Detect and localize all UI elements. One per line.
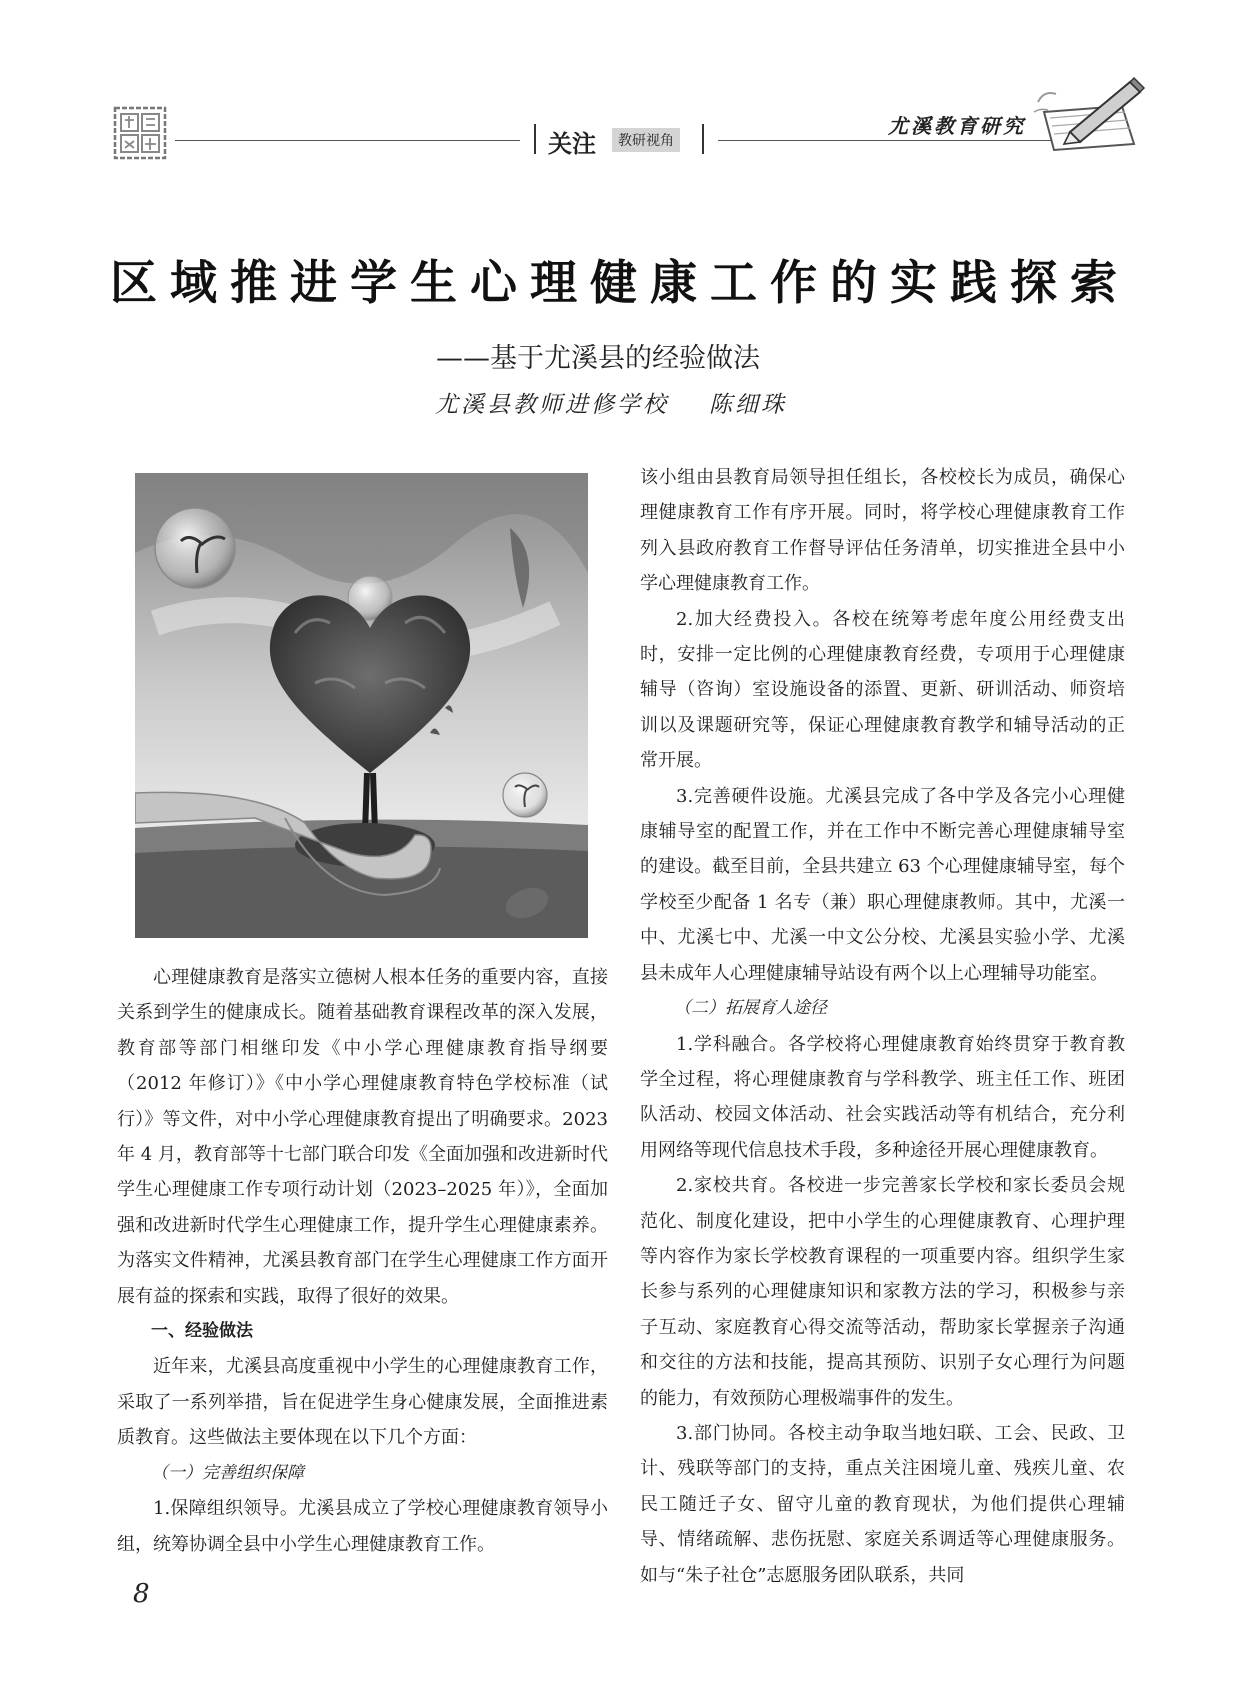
paragraph: 2.加大经费投入。各校在统筹考虑年度公用经费支出时，安排一定比例的心理健康教育经费，专项用于心理健康辅导（咨询）室设施设备的添置、更新、研训活动、师资培训以及课题研究等，保证心理健康教育教学和辅导活动的正常开展。 (640, 608, 1125, 772)
author-affiliation: 尤溪县教师进修学校 (435, 392, 669, 418)
author-name: 陈细珠 (709, 392, 787, 418)
seal-stamp-icon (113, 106, 167, 160)
paragraph: 心理健康教育是落实立德树人根本任务的重要内容，直接关系到学生的健康成长。随着基础教育课程改革的深入发展，教育部等部门相继印发《中小学心理健康教育指导纲要（2012 年修订）》《中小学心理健康教育特色学校标准（试行）》等文件，对中小学心理健康教育提出了明确要求。2023 年 4 月，教育部等十七部门联合印发《全面加强和改进新时代学生心理健康工作专项行动计划（2023–2025 年）》，全面加强和改进新时代学生心理健康工作，提升学生心理健康素养。为落实文件精神，尤溪县教育部门在学生心理健康工作方面开展有益的探索和实践，取得了很好的效果。 (117, 967, 608, 1307)
paragraph: 近年来，尤溪县高度重视中小学生的心理健康教育工作，采取了一系列举措，旨在促进学生身心健康发展，全面推进素质教育。这些做法主要体现在以下几个方面： (117, 1356, 608, 1449)
header-bar-right (702, 124, 704, 154)
header-bar-left (534, 124, 536, 154)
author-line (435, 386, 787, 419)
article-subtitle: ——基于尤溪县的经验做法 (436, 343, 760, 374)
section-heading: 一、经验做法 (151, 1321, 253, 1342)
journal-name: 尤溪教育研究 (888, 114, 1026, 138)
page-number: 8 (133, 1579, 150, 1609)
header-rule-left (175, 140, 520, 141)
paragraph: 3.部门协同。各校主动争取当地妇联、工会、民政、卫计、残联等部门的支持，重点关注困境儿童、残疾儿童、农民工随迁子女、留守儿童的教育现状，为他们提供心理辅导、情绪疏解、悲伤抚慰、家庭关系调适等心理健康服务。如与“朱子社仓”志愿服务团队联系，共同 (640, 1422, 1125, 1586)
paragraph: 该小组由县教育局领导担任组长，各校校长为成员，确保心理健康教育工作有序开展。同时，将学校心理健康教育工作列入县政府教育工作督导评估任务清单，切实推进全县中小学心理健康教育工作。 (640, 467, 1125, 595)
section-tag: 教研视角 (612, 128, 680, 152)
paragraph: 2.家校共育。各校进一步完善家长学校和家长委员会规范化、制度化建设，把中小学生的心理健康教育、心理护理等内容作为家长学校教育课程的一项重要内容。组织学生家长参与系列的心理健康知识和家教方法的学习，积极参与亲子互动、家庭教育心得交流等活动，帮助家长掌握亲子沟通和交往的方法和技能，提高其预防、识别子女心理行为问题的能力，有效预防心理极端事件的发生。 (640, 1175, 1125, 1409)
subsection-heading: （一）完善组织保障 (151, 1462, 304, 1483)
article-title: 区域推进学生心理健康工作的实践探索 (110, 256, 1130, 311)
body-column-left (117, 960, 608, 1562)
heart-tree-illustration (135, 473, 588, 938)
body-column-right (640, 460, 1125, 1593)
paragraph: 1.保障组织领导。尤溪县成立了学校心理健康教育领导小组，统筹协调全县中小学生心理健康教育工作。 (117, 1498, 608, 1555)
paragraph: 1.学科融合。各学校将心理健康教育始终贯穿于教育教学全过程，将心理健康教育与学科教学、班主任工作、班团队活动、校园文体活动、社会实践活动等有机结合，充分利用网络等现代信息技术手段，多种途径开展心理健康教育。 (640, 1033, 1125, 1161)
pencil-paper-icon (1030, 72, 1148, 152)
section-title: 关注 (548, 130, 596, 158)
paragraph: 3.完善硬件设施。尤溪县完成了各中学及各完小心理健康辅导室的配置工作，并在工作中不断完善心理健康辅导室的建设。截至目前，全县共建立 63 个心理健康辅导室，每个学校至少配备 1 名专（兼）职心理健康教师。其中，尤溪一中、尤溪七中、尤溪一中文公分校、尤溪县实验小学、尤溪县未成年人心理健康辅导站设有两个以上心理辅导功能室。 (640, 785, 1125, 984)
subsection-heading: （二）拓展育人途径 (674, 998, 827, 1019)
header-rule-right (718, 140, 1058, 141)
